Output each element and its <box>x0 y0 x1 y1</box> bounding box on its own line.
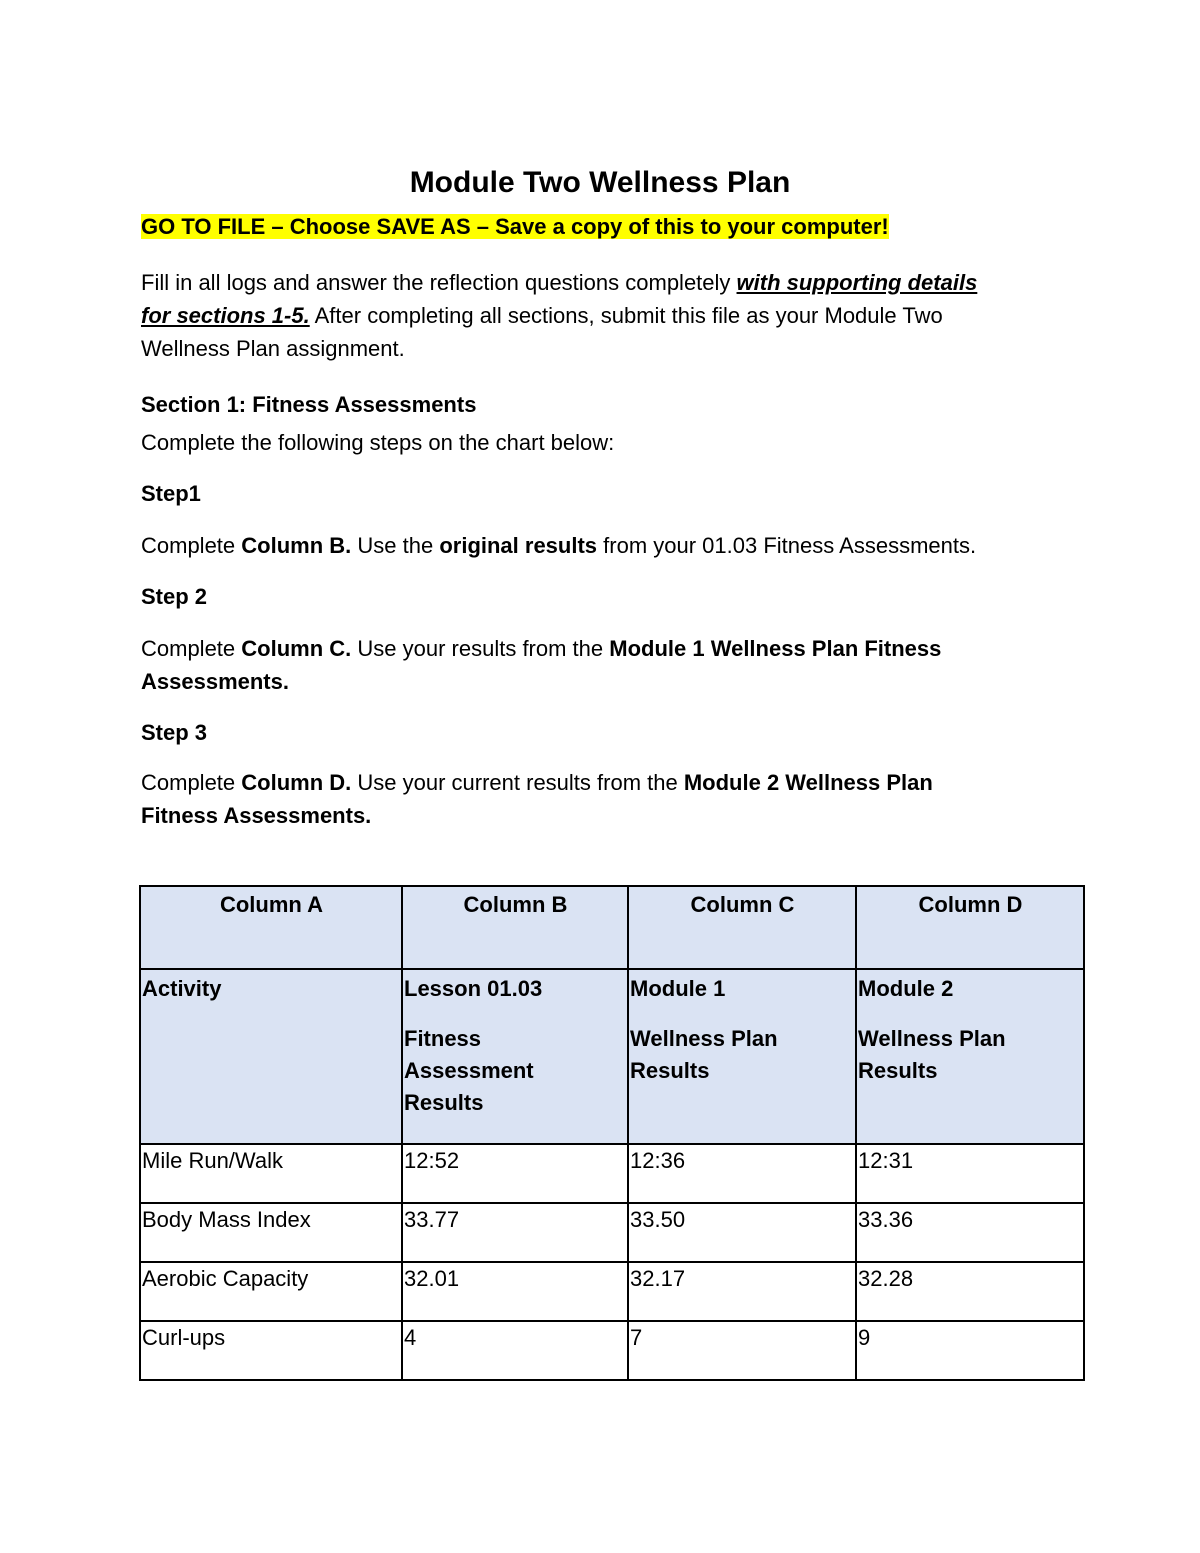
activity-cell: Curl-ups <box>140 1321 402 1380</box>
section-subtext: Complete the following steps on the chart below: <box>141 430 615 455</box>
result-cell: 12:36 <box>628 1144 856 1203</box>
subheader-line: Lesson 01.03 <box>404 976 543 1001</box>
column-header: Column C <box>628 886 856 969</box>
result-cell: 33.77 <box>402 1203 628 1262</box>
step-column: Column B. <box>241 533 352 558</box>
result-cell: 33.36 <box>856 1203 1084 1262</box>
table-row <box>140 1144 1084 1203</box>
intro-line-2 <box>141 303 943 329</box>
column-header: Column A <box>140 886 402 969</box>
table-row <box>140 1262 1084 1321</box>
step-column: Column D. <box>241 770 352 795</box>
step-text: Complete <box>141 533 242 558</box>
subheader-line: Activity <box>142 976 222 1001</box>
subheader-cell <box>856 969 1084 1144</box>
step-instruction <box>141 770 933 796</box>
intro-text: Fill in all logs and answer the reflection questions completely <box>141 270 737 295</box>
subheader-line: Module 2 <box>858 976 954 1001</box>
step-text: Complete <box>141 770 242 795</box>
result-cell: 33.50 <box>628 1203 856 1262</box>
activity-cell: Body Mass Index <box>140 1203 402 1262</box>
intro-line-1 <box>141 270 977 296</box>
step-instruction-cont: Assessments. <box>141 669 289 694</box>
step-text: Use your results from the <box>351 636 610 661</box>
subheader-line: Wellness Plan <box>858 1026 1006 1051</box>
result-cell: 7 <box>628 1321 856 1380</box>
fitness-results-table <box>139 885 1085 1381</box>
intro-text: After completing all sections, submit this file as your Module Two <box>309 303 943 328</box>
result-cell: 32.17 <box>628 1262 856 1321</box>
subheader-line: Results <box>404 1090 484 1115</box>
step-label: Step 3 <box>141 720 208 745</box>
step-instruction <box>141 533 976 559</box>
step-emphasis: Module 2 Wellness Plan <box>683 770 933 795</box>
step-instruction-cont: Fitness Assessments. <box>141 803 372 828</box>
subheader-cell <box>140 969 402 1144</box>
result-cell: 9 <box>856 1321 1084 1380</box>
highlighted-instruction: GO TO FILE – Choose SAVE AS – Save a copy of this to your computer! <box>141 214 889 239</box>
subheader-cell <box>628 969 856 1144</box>
subheader-line: Assessment <box>404 1058 534 1083</box>
subheader-line: Wellness Plan <box>630 1026 778 1051</box>
step-instruction <box>141 636 941 662</box>
intro-line-3: Wellness Plan assignment. <box>141 336 405 361</box>
step-emphasis: Module 1 Wellness Plan Fitness <box>609 636 942 661</box>
result-cell: 32.01 <box>402 1262 628 1321</box>
table-row <box>140 1203 1084 1262</box>
subheader-line: Module 1 <box>630 976 726 1001</box>
activity-cell: Mile Run/Walk <box>140 1144 402 1203</box>
result-cell: 12:52 <box>402 1144 628 1203</box>
step-label: Step1 <box>141 481 201 506</box>
result-cell: 12:31 <box>856 1144 1084 1203</box>
step-emphasis: original results <box>439 533 598 558</box>
subheader-cell <box>402 969 628 1144</box>
subheader-line: Results <box>630 1058 710 1083</box>
table-subheader-row <box>140 969 1084 1144</box>
save-instruction <box>141 214 889 240</box>
step-text: Complete <box>141 636 242 661</box>
step-text: Use the <box>351 533 440 558</box>
step-column: Column C. <box>241 636 352 661</box>
intro-emphasis: for sections 1-5. <box>141 303 310 328</box>
intro-emphasis: with supporting details <box>736 270 978 295</box>
subheader-line: Results <box>858 1058 938 1083</box>
step-text: Use your current results from the <box>351 770 684 795</box>
table-row <box>140 1321 1084 1380</box>
column-header: Column B <box>402 886 628 969</box>
column-header: Column D <box>856 886 1084 969</box>
page-title: Module Two Wellness Plan <box>409 166 791 199</box>
result-cell: 4 <box>402 1321 628 1380</box>
result-cell: 32.28 <box>856 1262 1084 1321</box>
section-heading: Section 1: Fitness Assessments <box>141 392 477 417</box>
table-header-row <box>140 886 1084 969</box>
activity-cell: Aerobic Capacity <box>140 1262 402 1321</box>
step-label: Step 2 <box>141 584 208 609</box>
subheader-line: Fitness <box>404 1026 482 1051</box>
step-text: from your 01.03 Fitness Assessments. <box>597 533 977 558</box>
